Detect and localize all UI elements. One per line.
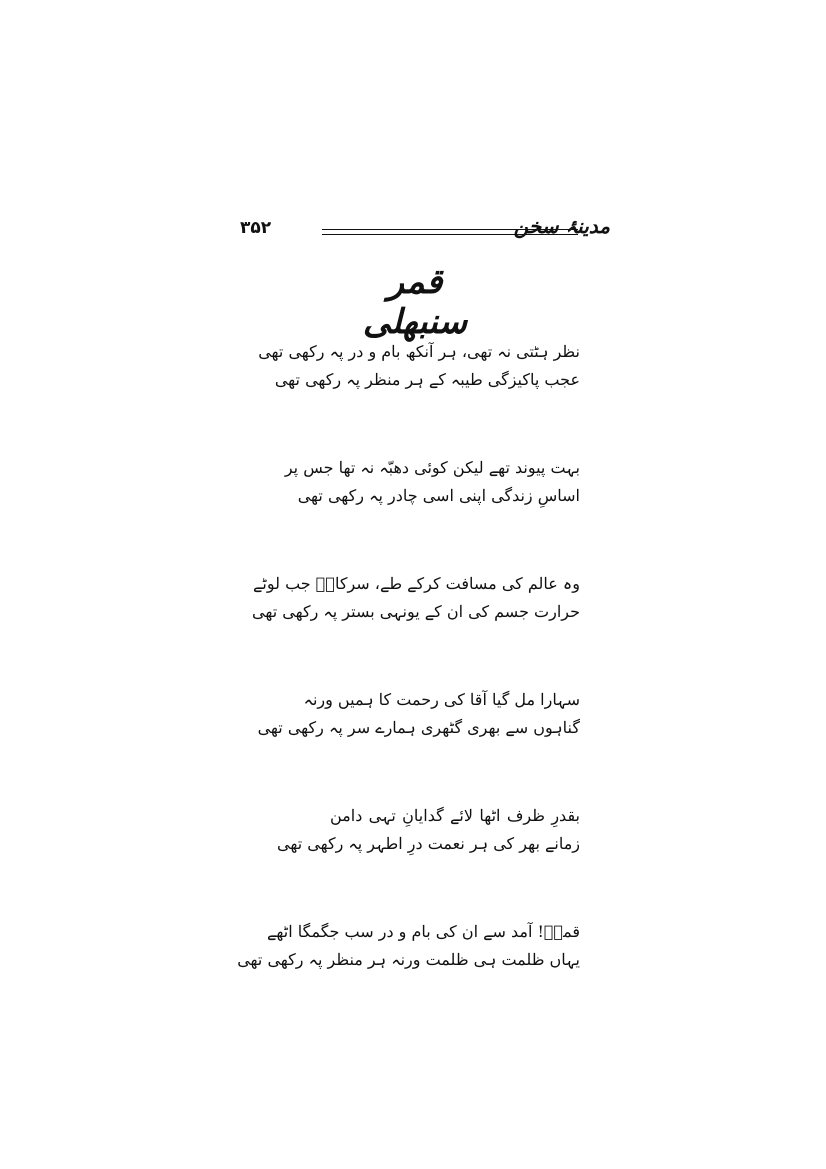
- couplet-4: [257, 686, 580, 742]
- verse-line: زمانے بھر کی ہر نعمت درِ اطہر پہ رکھی تھی: [277, 834, 580, 853]
- couplet-2: [284, 454, 580, 510]
- verse-line: حرارت جسم کی ان کے یونہی بستر پہ رکھی تھی: [252, 602, 580, 621]
- verse-line: بہت پیوند تھے لیکن کوئی دھبّہ نہ تھا جس پر: [284, 458, 580, 477]
- couplet-6: [237, 918, 580, 974]
- verse-line: قمرؔ! آمد سے ان کی بام و در سب جگمگا اٹھے: [267, 922, 580, 941]
- verse-line: نظر ہٹتی نہ تھی، ہر آنکھ بام و در پہ رکھی تھی: [258, 342, 580, 361]
- verse-line: اساسِ زندگی اپنی اسی چادر پہ رکھی تھی: [297, 486, 580, 505]
- verse-line: بقدرِ ظرف اٹھا لائے گدایانِ تہی دامن: [330, 806, 580, 825]
- couplet-1: [258, 338, 580, 394]
- verse-line: گناہوں سے بھری گٹھری ہمارے سر پہ رکھی تھی: [257, 718, 580, 737]
- verse-line: سہارا مل گیا آقا کی رحمت کا ہمیں ورنہ: [303, 690, 580, 709]
- verse-line: وہ عالم کی مسافت کرکے طے، سرکارؐ جب لوٹے: [253, 574, 580, 593]
- book-title: مدینۂ سخن: [513, 214, 610, 238]
- poem-body: [237, 338, 580, 1034]
- poet-name: قمر سنبھلی: [362, 262, 468, 342]
- page-header: [240, 212, 610, 252]
- verse-line: عجب پاکیزگی طیبہ کے ہر منظر پہ رکھی تھی: [274, 370, 580, 389]
- page-number: ۳۵۲: [240, 218, 272, 238]
- couplet-3: [252, 570, 580, 626]
- couplet-5: [277, 802, 580, 858]
- verse-line: یہاں ظلمت ہی ظلمت ورنہ ہر منظر پہ رکھی تھی: [237, 950, 580, 969]
